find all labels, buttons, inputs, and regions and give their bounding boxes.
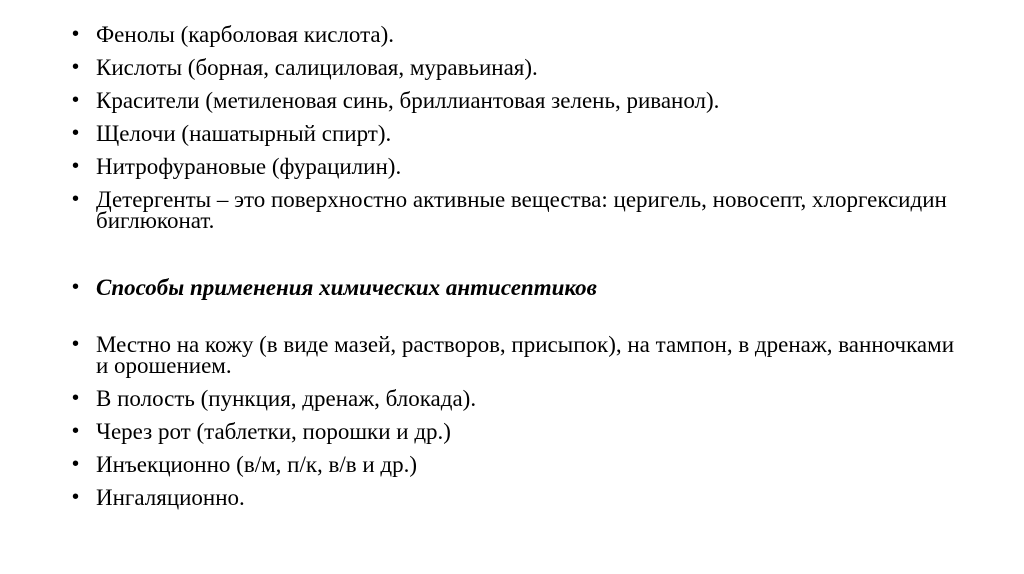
list-item-text: Ингаляционно. [96, 485, 245, 510]
antiseptics-list [72, 24, 972, 520]
list-item [72, 156, 972, 177]
list-item-text: Местно на кожу (в виде мазей, растворов, присыпок), на тампон, в дренаж, ванночками и орошением. [96, 332, 955, 378]
list-item-text: Инъекционно (в/м, п/к, в/в и др.) [96, 452, 418, 477]
list-item [72, 487, 972, 508]
list-item-text: Фенолы (карболовая кислота). [96, 22, 395, 47]
bullet: • [72, 122, 80, 144]
list-item-text: Кислоты (борная, салициловая, муравьиная). [96, 55, 538, 80]
section-heading-text: Способы применения химических антисептиков [96, 275, 597, 300]
list-item [72, 454, 972, 475]
bullet: • [72, 56, 80, 78]
bullet: • [72, 486, 80, 508]
bullet: • [72, 453, 80, 475]
list-item-text: В полость (пункция, дренаж, блокада). [96, 386, 477, 411]
bullet: • [72, 188, 80, 210]
list-item [72, 421, 972, 442]
list-item [72, 123, 972, 144]
bullet: • [72, 155, 80, 177]
list-item-text: Красители (метиленовая синь, бриллиантовая зелень, риванол). [96, 88, 720, 113]
list-item-text: Детергенты – это поверхностно активные вещества: церигель, новосепт, хлоргексидин биглюконат. [96, 187, 947, 233]
bullet: • [72, 333, 80, 355]
bullet: • [72, 276, 80, 298]
list-item-text: Щелочи (нашатырный спирт). [96, 121, 392, 146]
bullet: • [72, 89, 80, 111]
list-item [72, 90, 972, 111]
list-item [72, 189, 972, 231]
bullet: • [72, 420, 80, 442]
list-item [72, 388, 972, 409]
list-item-text: Нитрофурановые (фурацилин). [96, 154, 402, 179]
bullet: • [72, 23, 80, 45]
list-item [72, 57, 972, 78]
list-item [72, 334, 972, 376]
list-item-text: Через рот (таблетки, порошки и др.) [96, 419, 451, 444]
list-item [72, 24, 972, 45]
section-heading [72, 277, 972, 298]
bullet: • [72, 387, 80, 409]
